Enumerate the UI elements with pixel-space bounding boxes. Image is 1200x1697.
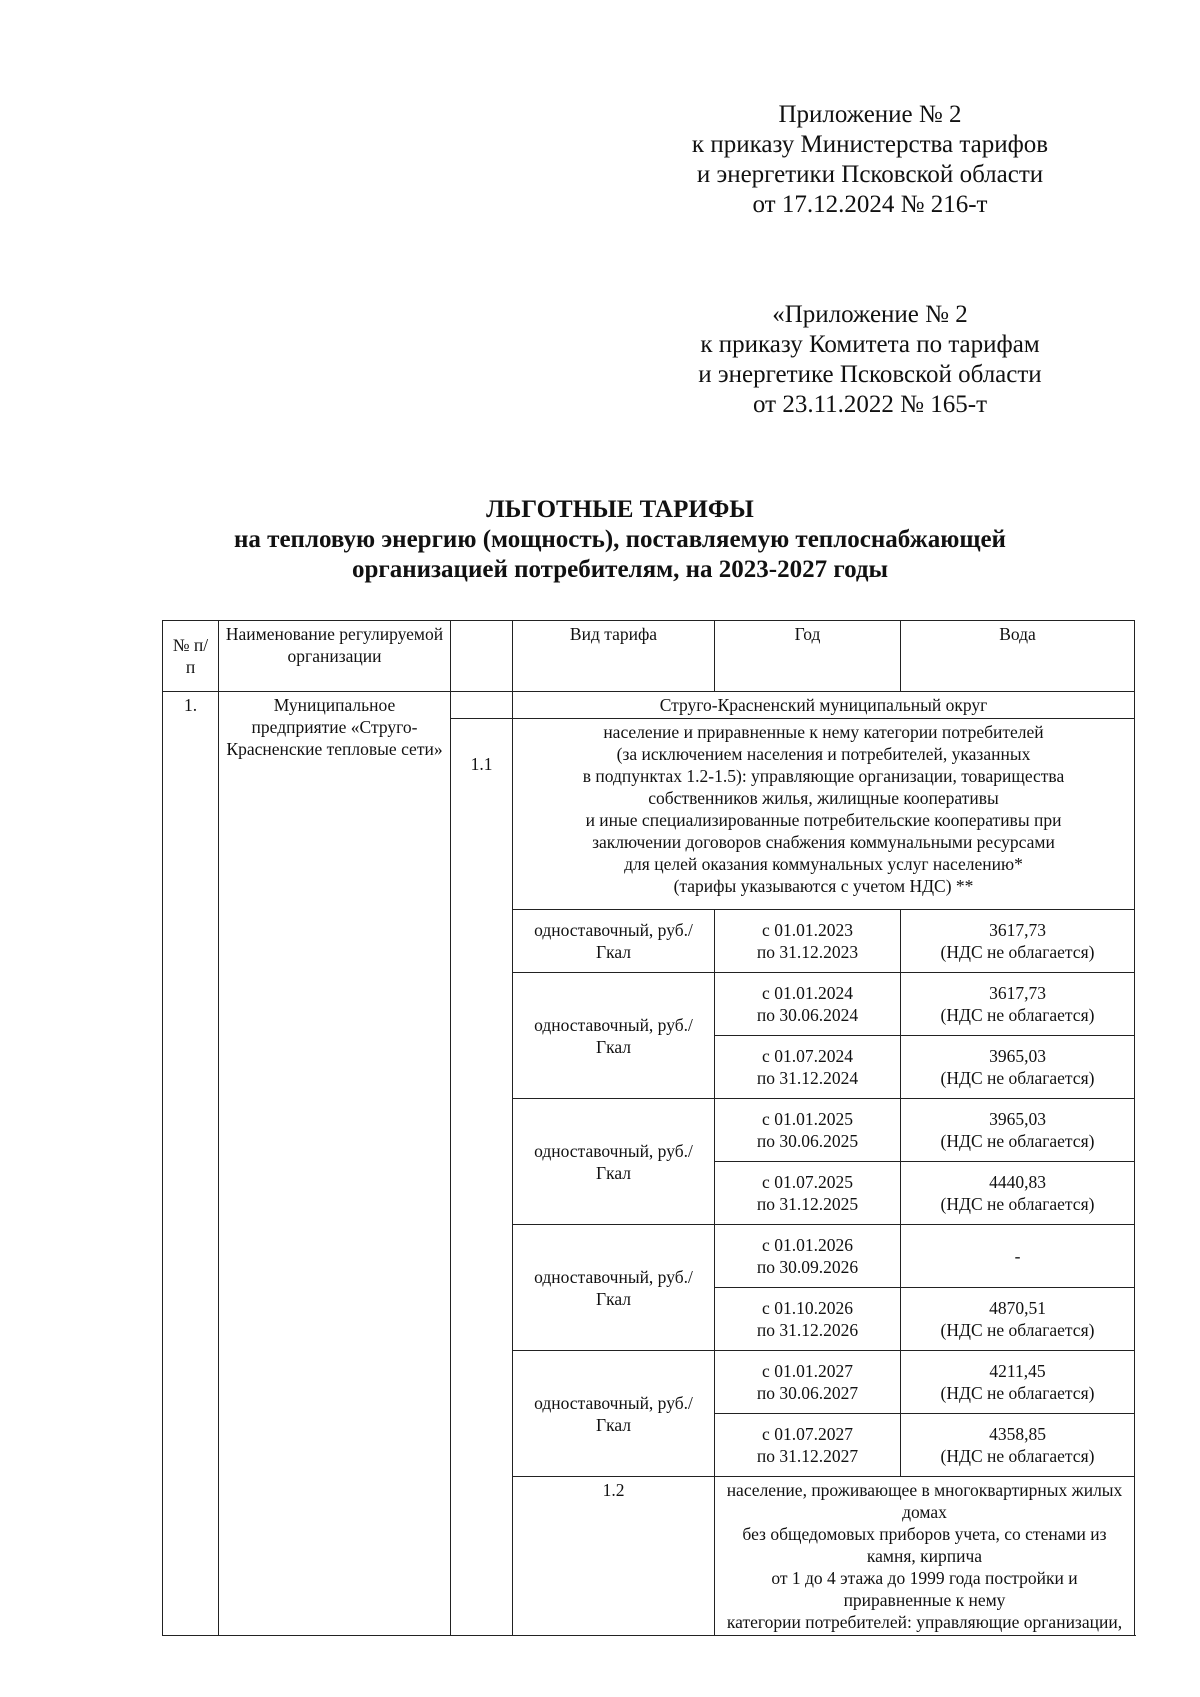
category-line: без общедомовых приборов учета, со стенами из камня, кирпича (742, 1524, 1107, 1566)
period-from: с 01.01.2027 (762, 1361, 853, 1381)
period-to: по 31.12.2025 (756, 1194, 859, 1214)
period-to: по 30.06.2025 (756, 1131, 859, 1151)
vat-note: (НДС не облагается) (940, 1194, 1095, 1214)
district-empty (451, 692, 513, 719)
annex-line: от 17.12.2024 № 216-т (752, 191, 988, 218)
category-line: и иные специализированные потребительские кооперативы при (585, 810, 1062, 830)
vat-note: (НДС не облагается) (940, 1068, 1095, 1088)
category-line: от 1 до 4 этажа до 1999 года постройки и приравненные к нему (771, 1568, 1078, 1610)
sub-num: 1.1 (451, 719, 513, 1636)
annex-line: и энергетике Псковской области (698, 361, 1042, 388)
category-line: категории потребителей: управляющие организации, (726, 1612, 1123, 1632)
annex-current (640, 100, 1100, 220)
value: 4211,45 (989, 1361, 1046, 1381)
annex-line: к приказу Министерства тарифов (691, 131, 1049, 158)
period-from: с 01.07.2025 (762, 1172, 853, 1192)
category-line: (за исключением населения и потребителей, указанных (616, 744, 1031, 764)
period-to: по 30.06.2027 (756, 1383, 859, 1403)
period-from: с 01.07.2024 (762, 1046, 853, 1066)
period-to: по 30.09.2026 (756, 1257, 859, 1277)
table-header-row (163, 621, 1135, 692)
value: 4358,85 (989, 1424, 1046, 1444)
header-empty (451, 621, 513, 692)
vat-note: (НДС не облагается) (940, 1005, 1095, 1025)
tariff-table (162, 620, 1135, 1636)
tariff-value (901, 1162, 1135, 1225)
tariff-value (901, 1288, 1135, 1351)
category-line: население, проживающее в многоквартирных жилых домах (726, 1480, 1123, 1522)
category-line: для целей оказания коммунальных услуг населению* (624, 854, 1023, 874)
period-to: по 31.12.2026 (756, 1320, 859, 1340)
category-line: собственников жилья, жилищные кооперативы (648, 788, 999, 808)
value: 3617,73 (989, 983, 1046, 1003)
header-num: № п/п (163, 621, 219, 692)
title-line: на тепловую энергию (мощность), поставляемую теплоснабжающей (234, 526, 1006, 553)
tariff-value (901, 1414, 1135, 1477)
header-year: Год (715, 621, 901, 692)
tariff-type: одноставочный, руб./Гкал (513, 1099, 715, 1225)
value: 4440,83 (989, 1172, 1046, 1192)
period-to: по 31.12.2024 (756, 1068, 859, 1088)
period (715, 1036, 901, 1099)
category-line: в подпунктах 1.2-1.5): управляющие организации, товарищества (582, 766, 1065, 786)
header-org: Наименование регулируемой организации (219, 621, 451, 692)
period-from: с 01.01.2024 (762, 983, 853, 1003)
header-water: Вода (901, 621, 1135, 692)
annex-line: Приложение № 2 (778, 101, 962, 128)
period (715, 1099, 901, 1162)
district: Струго-Красненский муниципальный округ (513, 692, 1135, 719)
category-text (513, 719, 1135, 910)
title-line: организацией потребителям, на 2023-2027 годы (351, 556, 889, 583)
document-title (150, 495, 1090, 585)
annex-line: «Приложение № 2 (772, 301, 968, 328)
tariff-value (901, 1099, 1135, 1162)
category-text (715, 1477, 1135, 1636)
tariff-value (901, 910, 1135, 973)
vat-note: (НДС не облагается) (940, 1131, 1095, 1151)
category-line: (тарифы указываются с учетом НДС) ** (673, 876, 974, 896)
value: - (1014, 1246, 1021, 1266)
tariff-value (901, 973, 1135, 1036)
row-org: Муниципальное предприятие «Струго-Красненские тепловые сети» (219, 692, 451, 1636)
period-to: по 31.12.2027 (756, 1446, 859, 1466)
table-row (163, 692, 1135, 719)
period-from: с 01.01.2026 (762, 1235, 853, 1255)
tariff-value (901, 1351, 1135, 1414)
vat-note: (НДС не облагается) (940, 942, 1095, 962)
tariff-type: одноставочный, руб./Гкал (513, 910, 715, 973)
sub-num: 1.2 (513, 1477, 715, 1636)
tariff-value (901, 1036, 1135, 1099)
period-from: с 01.01.2025 (762, 1109, 853, 1129)
annex-line: от 23.11.2022 № 165-т (752, 391, 988, 418)
tariff-type: одноставочный, руб./Гкал (513, 973, 715, 1099)
period-to: по 30.06.2024 (756, 1005, 859, 1025)
vat-note: (НДС не облагается) (940, 1320, 1095, 1340)
period (715, 1288, 901, 1351)
title-line: ЛЬГОТНЫЕ ТАРИФЫ (486, 496, 754, 523)
value: 3617,73 (989, 920, 1046, 940)
vat-note: (НДС не облагается) (940, 1446, 1095, 1466)
value: 3965,03 (989, 1109, 1046, 1129)
value: 3965,03 (989, 1046, 1046, 1066)
period (715, 973, 901, 1036)
period-to: по 31.12.2023 (756, 942, 859, 962)
tariff-type: одноставочный, руб./Гкал (513, 1351, 715, 1477)
value: 4870,51 (989, 1298, 1046, 1318)
period (715, 1414, 901, 1477)
period (715, 1351, 901, 1414)
annex-line: к приказу Комитета по тарифам (700, 331, 1040, 358)
period-from: с 01.07.2027 (762, 1424, 853, 1444)
tariff-type: одноставочный, руб./Гкал (513, 1225, 715, 1351)
header-tariff-type: Вид тарифа (513, 621, 715, 692)
period (715, 910, 901, 973)
annex-previous (640, 300, 1100, 420)
period (715, 1225, 901, 1288)
row-num: 1. (163, 692, 219, 1636)
period (715, 1162, 901, 1225)
category-line: население и приравненные к нему категории потребителей (603, 722, 1044, 742)
vat-note: (НДС не облагается) (940, 1383, 1095, 1403)
period-from: с 01.10.2026 (762, 1298, 853, 1318)
category-line: заключении договоров снабжения коммунальными ресурсами (592, 832, 1055, 852)
tariff-value (901, 1225, 1135, 1288)
period-from: с 01.01.2023 (762, 920, 853, 940)
annex-line: и энергетики Псковской области (696, 161, 1044, 188)
